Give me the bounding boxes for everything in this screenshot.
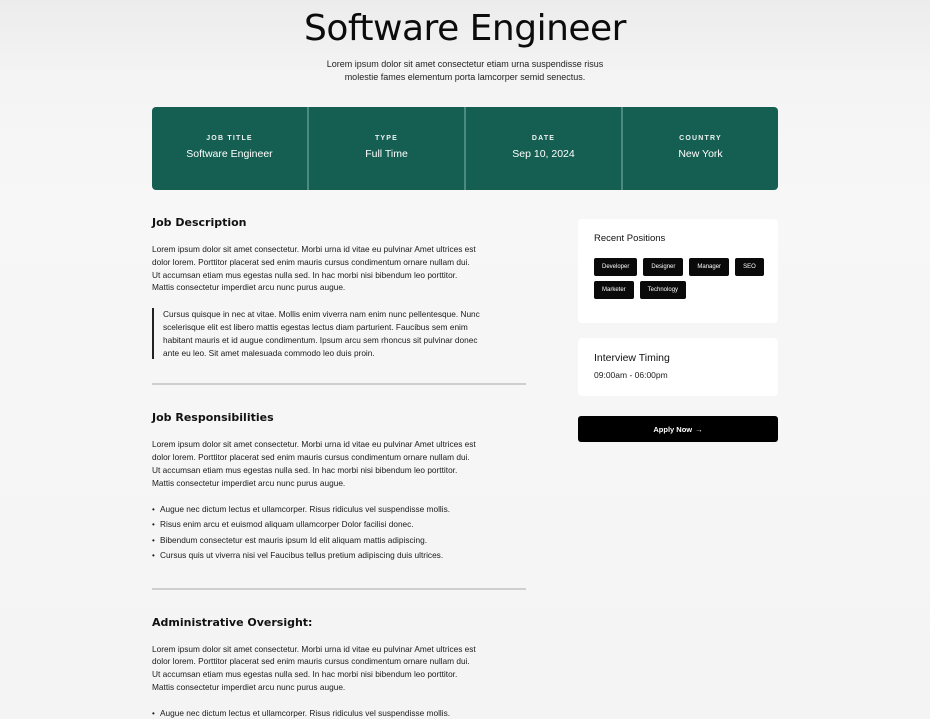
recent-positions-card xyxy=(578,219,778,323)
bullet-icon: • xyxy=(152,535,155,545)
page-title: Software Engineer xyxy=(304,8,626,49)
apply-now-button[interactable] xyxy=(578,416,778,442)
tag-developer[interactable]: Developer xyxy=(594,258,637,276)
bullet-icon: • xyxy=(152,504,155,514)
list-item-text: Cursus quis ut viverra nisi vel Faucibus tellus pretium adipiscing duis ultrices. xyxy=(160,550,444,561)
job-info-bar xyxy=(152,107,778,190)
description-paragraph: Lorem ipsum dolor sit amet consectetur. Morbi urna id vitae eu pulvinar Amet ultrices est dolor lorem. Porttitor placerat sed enim mauris cursus condimentum ornare nullam dui. Ut accumsan etiam mus egestas nulla sed. In hac morbi nisi bibendum leo porttitor. Mattis consectetur imperdiet arcu nunc purus augue. xyxy=(152,244,476,293)
job-details xyxy=(152,216,526,719)
description-quote: Cursus quisque in nec at vitae. Mollis enim viverra nam enim nunc pellentesque. Nunc scelerisque elit est libero mattis egestas lectus diam parturient. Faucibus sem enim habitant mauris et id augue condimentum. Ipsum arcu sem rhoncus sit pulvinar donec ante eu leo. Sit amet malesuada commodo leo duis proin. xyxy=(152,308,482,359)
tag-technology[interactable]: Technology xyxy=(640,281,686,299)
section-divider xyxy=(152,588,526,590)
info-value: Full Time xyxy=(365,148,408,160)
responsibilities-paragraph: Lorem ipsum dolor sit amet consectetur. Morbi urna id vitae eu pulvinar Amet ultrices est dolor lorem. Porttitor placerat sed enim mauris cursus condimentum ornare nullam dui. Ut accumsan etiam mus egestas nulla sed. In hac morbi nisi bibendum leo porttitor. Mattis consectetur imperdiet arcu nunc purus augue. xyxy=(152,439,476,488)
arrow-right-icon: → xyxy=(695,424,703,434)
list-item xyxy=(152,706,526,719)
apply-now-label: Apply Now xyxy=(653,424,693,434)
list-item xyxy=(152,533,526,549)
tag-manager[interactable]: Manager xyxy=(689,258,729,276)
recent-positions-title: Recent Positions xyxy=(594,233,666,244)
list-item-text: Risus enim arcu et euismod aliquam ullamcorper Dolor facilisi donec. xyxy=(160,519,414,530)
interview-timing-title: Interview Timing xyxy=(594,352,670,364)
list-item-text: Bibendum consectetur est mauris ipsum Id elit aliquam mattis adipiscing. xyxy=(160,534,428,545)
hero xyxy=(0,8,930,84)
info-value: Software Engineer xyxy=(186,148,273,160)
section-title-responsibilities: Job Responsibilities xyxy=(152,411,274,425)
info-job-title xyxy=(152,107,309,190)
section-title-description: Job Description xyxy=(152,216,247,229)
info-label: DATE xyxy=(531,135,556,142)
list-item xyxy=(152,517,526,533)
list-item-text: Augue nec dictum lectus et ullamcorper. Risus ridiculus vel suspendisse mollis. xyxy=(160,503,451,514)
info-label: TYPE xyxy=(374,135,399,142)
responsibilities-list xyxy=(152,502,526,564)
section-divider xyxy=(152,383,526,385)
info-label: JOB TITLE xyxy=(206,135,253,142)
list-item xyxy=(152,502,526,518)
info-date xyxy=(466,107,623,190)
info-country xyxy=(623,107,778,190)
list-item-text: Augue nec dictum lectus et ullamcorper. Risus ridiculus vel suspendisse mollis. xyxy=(160,707,451,718)
interview-timing-value: 09:00am - 06:00pm xyxy=(594,370,668,380)
bullet-icon: • xyxy=(152,708,155,718)
info-type xyxy=(309,107,466,190)
tag-marketer[interactable]: Marketer xyxy=(594,281,634,299)
bullet-icon: • xyxy=(152,551,155,561)
tag-designer[interactable]: Designer xyxy=(643,258,683,276)
interview-timing-card xyxy=(578,338,778,396)
oversight-list xyxy=(152,706,526,719)
section-title-oversight: Administrative Oversight: xyxy=(152,615,313,629)
info-value: New York xyxy=(678,148,723,160)
info-label: COUNTRY xyxy=(679,135,722,142)
bullet-icon: • xyxy=(152,520,155,530)
page-subtitle: Lorem ipsum dolor sit amet consectetur etiam urna suspendisse risus molestie fames elementum porta lamcorper semid senectus. xyxy=(326,59,604,82)
list-item xyxy=(152,548,526,564)
info-value: Sep 10, 2024 xyxy=(512,148,575,160)
position-tags xyxy=(594,258,764,299)
tag-seo[interactable]: SEO xyxy=(735,258,764,276)
oversight-paragraph: Lorem ipsum dolor sit amet consectetur. Morbi urna id vitae eu pulvinar Amet ultrices est dolor lorem. Porttitor placerat sed enim mauris cursus condimentum ornare nullam dui. Ut accumsan etiam mus egestas nulla sed. In hac morbi nisi bibendum leo porttitor. Mattis consectetur imperdiet arcu nunc purus augue. xyxy=(152,643,476,692)
